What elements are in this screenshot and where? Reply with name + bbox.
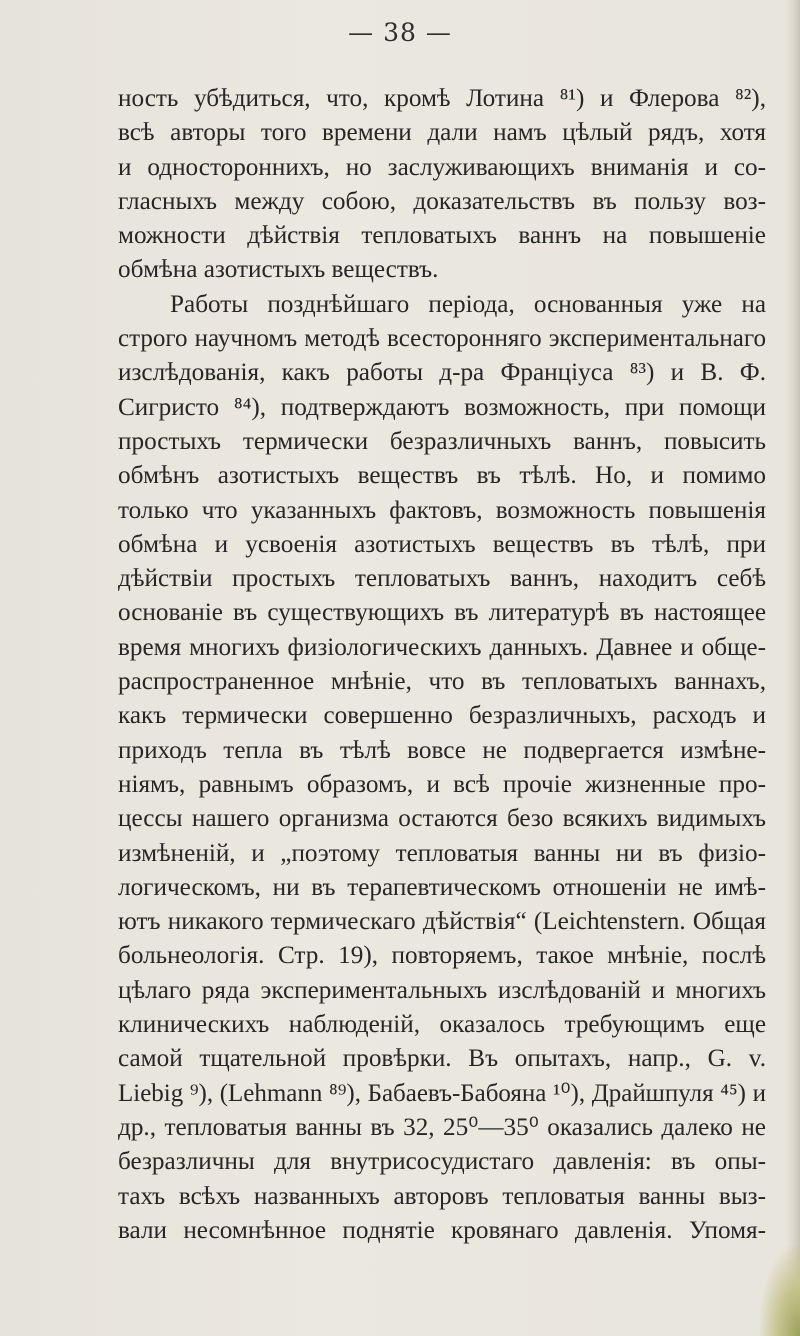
text-line: изслѣдованія, какъ работы д-ра Францiуса ⁸³) и В. Ф. [118,359,766,387]
text-line: только что указанныхъ фактовъ, возможность повышенія [118,496,766,524]
text-line: логическомъ, ни въ терапевтическомъ отношеніи не имѣ- [118,873,766,901]
text-line: обмѣна азотистыхъ веществъ. [118,256,439,284]
text-line: распространенное мнѣніе, что въ тепловатыхъ ваннахъ, [118,668,766,696]
text-line: клиническихъ наблюденій, оказалось требующимъ еще [118,1011,766,1039]
text-line: тахъ всѣхъ названныхъ авторовъ тепловатыя ванны выз- [118,1182,766,1210]
text-line: и одностороннихъ, но заслуживающихъ вниманія и со- [118,153,766,181]
text-line: Liebig ⁹), (Lehmann ⁸⁹), Бабаевъ-Бабояна ¹⁰), Драйшпуля ⁴⁵) и [118,1079,766,1107]
text-line: вали несомнѣнное поднятіе кровянаго давленія. Упомя- [118,1216,766,1244]
text-line: ютъ никакого термическаго дѣйствія“ (Leichtenstern. Общая [118,908,766,936]
page-number: — 38 — [348,18,452,47]
text-line: простыхъ термически безразличныхъ ваннъ, повысить [118,427,766,455]
text-line: приходъ тепла въ тѣлѣ вовсе не подвергается измѣне- [118,736,766,764]
text-line: безразличны для внутрисосудистаго давленія: въ опы- [118,1148,766,1176]
text-line: Сигристо ⁸⁴), подтверждаютъ возможность, при помощи [118,393,766,421]
text-line: др., тепловатыя ванны въ 32, 25⁰—35⁰ оказались далеко не [118,1113,766,1141]
text-line: Работы позднѣйшаго періода, основанныя уже на [170,290,766,318]
text-line: основаніе въ существующихъ въ литературѣ въ настоящее [118,599,766,627]
paragraph-1 [118,82,766,288]
text-line: время многихъ физіологическихъ данныхъ. Давнее и обще- [118,633,766,661]
corner-stain [760,1246,800,1336]
text-line: ность убѣдиться, что, кромѣ Лотина ⁸¹) и Флерова ⁸²), [118,85,766,112]
paragraph-2 [118,288,766,1248]
text-line: обмѣна и усвоенія азотистыхъ веществъ въ тѣлѣ, при [118,530,766,558]
text-line: больнеологія. Стр. 19), повторяемъ, такое мнѣніе, послѣ [118,942,766,970]
text-line: цѣлаго ряда экспериментальныхъ изслѣдованій и многихъ [118,976,766,1004]
text-line: какъ термически совершенно безразличныхъ, расходъ и [118,702,766,730]
text-line: всѣ авторы того времени дали намъ цѣлый рядъ, хотя [118,119,766,147]
text-line: гласныхъ между собою, доказательствъ въ пользу воз- [118,187,766,215]
body-text [118,82,766,1248]
page-edge-shadow [786,0,800,1336]
text-line: можности дѣйствія тепловатыхъ ваннъ на повышеніе [118,222,766,250]
text-line: самой тщательной провѣрки. Въ опытахъ, напр., G. v. [118,1045,766,1073]
text-line: дѣйствіи простыхъ тепловатыхъ ваннъ, находитъ себѣ [118,565,766,593]
text-line: ніямъ, равнымъ образомъ, и всѣ прочіе жизненные про- [118,770,766,798]
text-line: цессы нашего организма остаются безо всякихъ видимыхъ [118,805,766,833]
text-line: строго научномъ методѣ всесторонняго экспериментальнаго [118,325,766,353]
text-line: измѣненій, и „поэтому тепловатыя ванны ни въ физіо- [118,839,766,867]
text-line: обмѣнъ азотистыхъ веществъ въ тѣлѣ. Но, и помимо [118,462,766,490]
